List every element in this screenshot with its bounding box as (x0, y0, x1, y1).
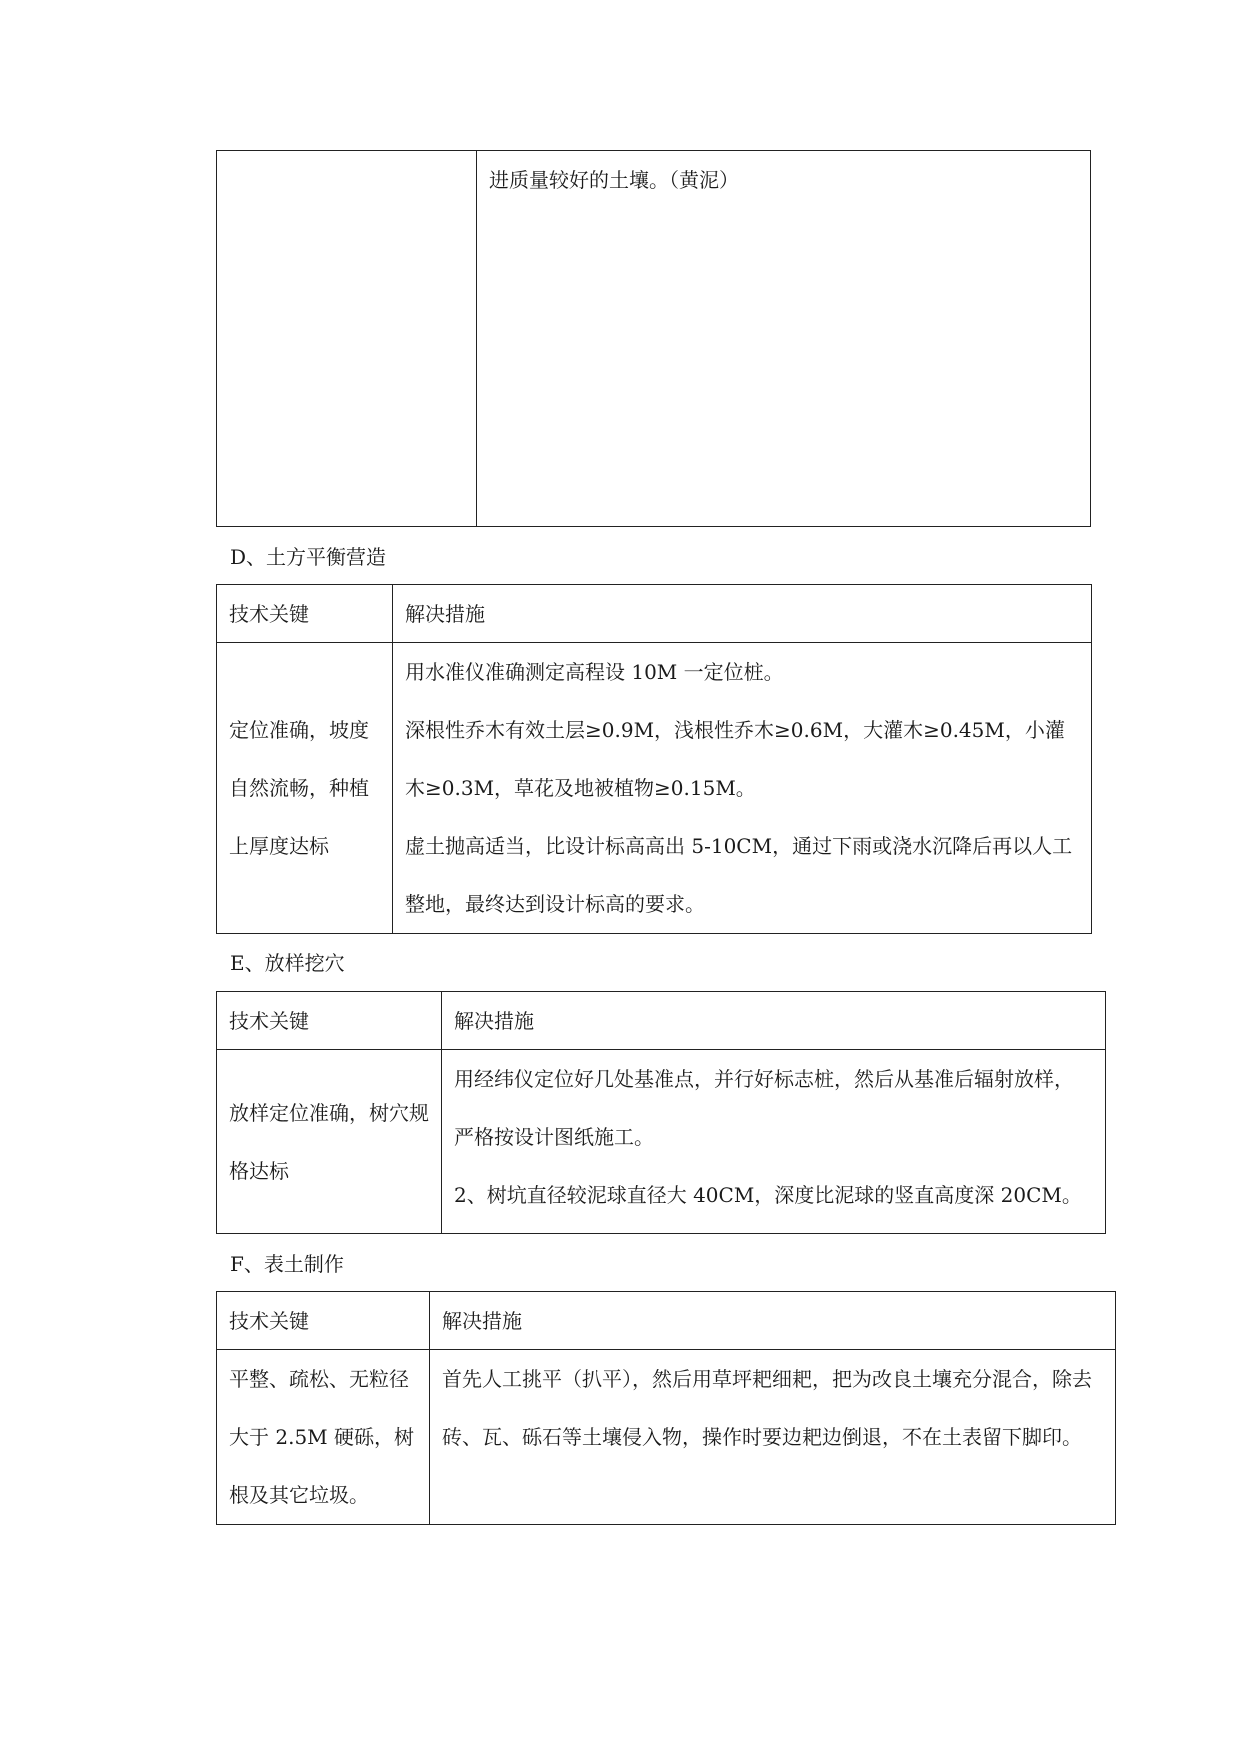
table-f-header-key: 技术关键 (217, 1292, 430, 1350)
section-f-heading: F、表土制作 (230, 1252, 344, 1276)
table-d-header-measure: 解决措施 (393, 585, 1092, 643)
table-d-key-text: 定位准确，坡度自然流畅，种植上厚度达标 (229, 718, 369, 858)
table-c-continued (216, 150, 1091, 527)
table-d-measure-2: 深根性乔木有效土层≥0.9M，浅根性乔木≥0.6M，大灌木≥0.45M，小灌木≥0.3M，草花及地被植物≥0.15M。 (405, 718, 1065, 800)
table-c-key-cell (217, 151, 477, 527)
table-e-key-text: 放样定位准确，树穴规格达标 (229, 1100, 429, 1183)
table-f-key-text: 平整、疏松、无粒径大于 2.5M 硬砾，树根及其它垃圾。 (229, 1367, 414, 1507)
table-f-header-measure: 解决措施 (430, 1292, 1116, 1350)
table-d-measure-cell (393, 643, 1092, 934)
table-e-key-cell (217, 1050, 442, 1234)
table-d-header-key: 技术关键 (217, 585, 393, 643)
table-c-measure-cell (477, 151, 1091, 527)
table-e-header-measure: 解决措施 (442, 992, 1106, 1050)
table-d-measure-3: 虚土抛高适当，比设计标高高出 5-10CM，通过下雨或浇水沉降后再以人工整地，最终达到设计标高的要求。 (405, 834, 1073, 916)
section-e-heading: E、放样挖穴 (230, 951, 345, 975)
table-f (216, 1291, 1116, 1525)
table-f-measure-cell (430, 1350, 1116, 1525)
table-d-key-cell (217, 643, 393, 934)
table-e-header-key: 技术关键 (217, 992, 442, 1050)
table-d-measure-1: 用水准仪准确测定高程设 10M 一定位桩。 (405, 660, 784, 684)
table-e (216, 991, 1106, 1234)
table-c-measure-text: 进质量较好的土壤。（黄泥） (489, 168, 739, 192)
table-e-measure-2: 2、树坑直径较泥球直径大 40CM，深度比泥球的竖直高度深 20CM。 (454, 1183, 1082, 1207)
section-d-heading: D、土方平衡营造 (230, 545, 387, 569)
table-e-measure-cell (442, 1050, 1106, 1234)
table-d (216, 584, 1092, 934)
table-f-measure-text: 首先人工挑平（扒平），然后用草坪耙细耙，把为改良土壤充分混合，除去砖、瓦、砾石等土壤侵入物，操作时要边耙边倒退，不在土表留下脚印。 (442, 1367, 1092, 1449)
table-f-key-cell (217, 1350, 430, 1525)
table-e-measure-1: 用经纬仪定位好几处基准点，并行好标志桩，然后从基准后辐射放样，严格按设计图纸施工。 (454, 1067, 1074, 1149)
